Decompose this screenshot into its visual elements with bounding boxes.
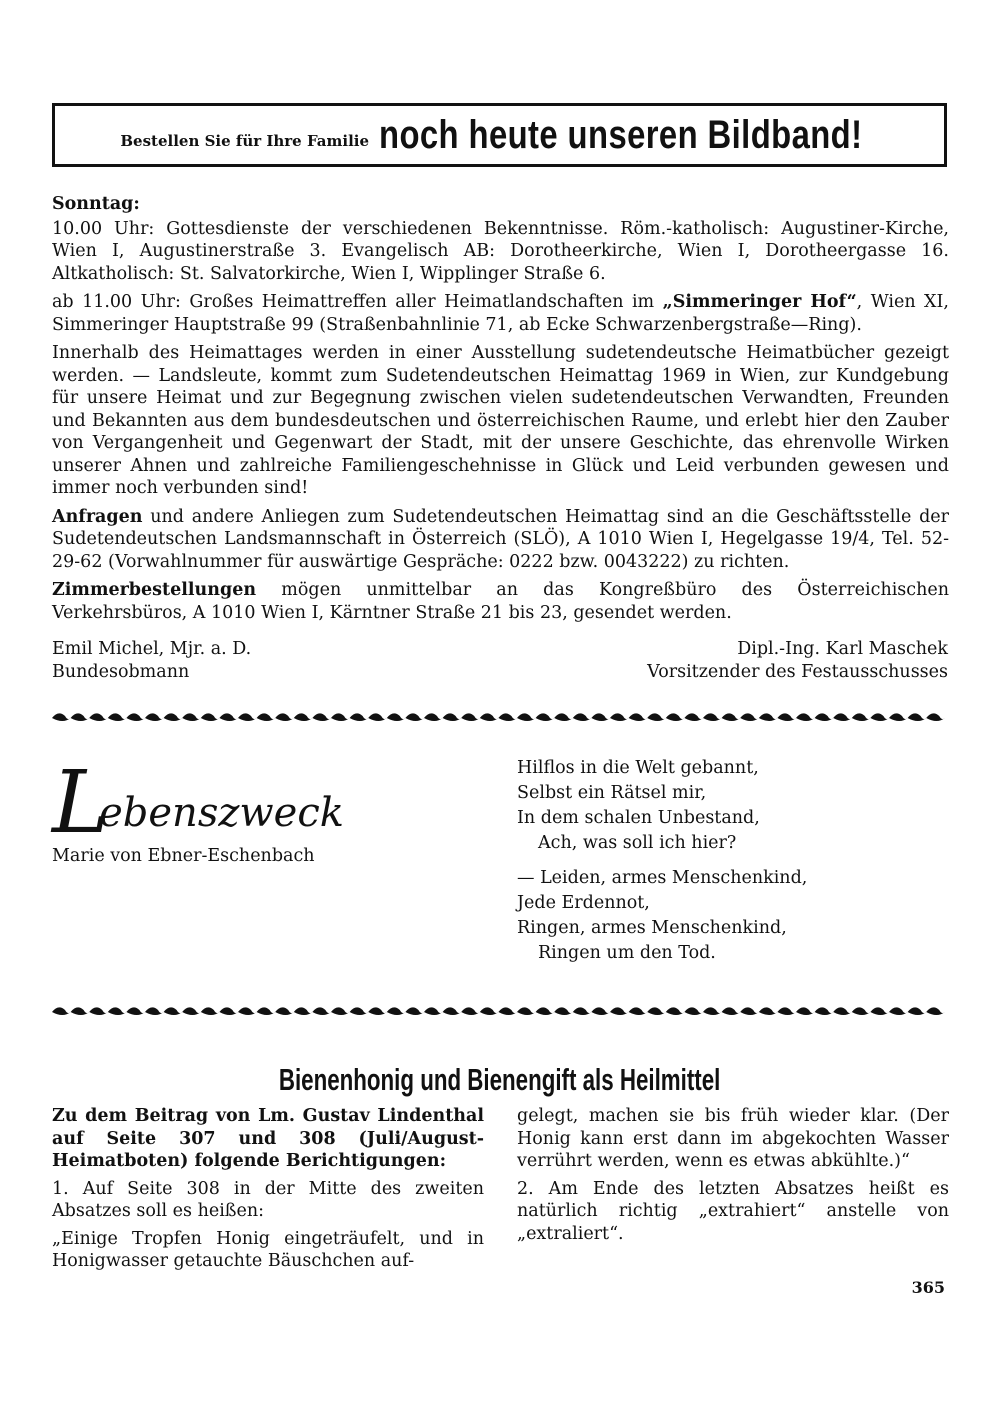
banner-headline: noch heute unseren Bildband!: [379, 112, 863, 157]
program-paragraph-1: 10.00 Uhr: Gottesdienste der verschiedenen Bekenntnisse. Röm.-katholisch: Augustiner-Kirche, Wien I, Augustinerstraße 3. Evangelisch AB: Dorotheerkirche, Wien I, Dorotheergasse 16. Altkatholisch: St. Salvatorkirche, Wien I, Wipplinger Straße 6.: [52, 218, 949, 284]
article-title-text: Bienenhonig und Bienengift als Heilmittel: [279, 1062, 721, 1097]
ornamental-divider-top: [52, 708, 949, 728]
poem-line: — Leiden, armes Menschenkind,: [517, 868, 808, 888]
p2-venue: „Simmeringer Hof“: [662, 292, 857, 312]
ornamental-divider-bottom: [52, 1002, 949, 1022]
poem-line: Ach, was soll ich hier?: [538, 833, 737, 853]
p5-lead: Zimmerbestellungen: [52, 580, 257, 600]
program-paragraph-4: [52, 506, 949, 574]
page-number: 365: [911, 1278, 945, 1297]
poem-line: Jede Erdennot,: [517, 893, 650, 913]
signature-right: [647, 638, 948, 683]
article-right-paragraph-1: gelegt, machen sie bis früh wieder klar. (Der Honig kann erst dann im abgekochten Wasser verrührt werden, wenn es etwas abkühlte.)“: [517, 1106, 949, 1171]
program-heading: Sonntag:: [52, 194, 140, 214]
program-section: [52, 193, 949, 630]
order-banner: [52, 103, 947, 167]
article-title: [0, 1062, 1000, 1098]
article-left-column: [52, 1105, 484, 1278]
article-right-column: [517, 1105, 949, 1250]
poem-author: Marie von Ebner-Eschenbach: [52, 846, 315, 866]
poem-line: Ringen, armes Menschenkind,: [517, 918, 787, 938]
p2-end: , Wien XI, Simmeringer Hauptstraße 99 (Straßenbahnlinie 71, ab Ecke Schwarzenbergstraße—Ring).: [52, 292, 949, 335]
signature-left-name: Emil Michel, Mjr. a. D.: [52, 639, 252, 659]
signature-left: [52, 638, 251, 683]
poem-title: [52, 753, 354, 853]
article-right-paragraph-2: 2. Am Ende des letzten Absatzes heißt es natürlich richtig „extrahiert“ anstelle von „extraliert“.: [517, 1178, 949, 1244]
p5-rest: mögen unmittelbar an das Kongreßbüro des Österreichischen Verkehrsbüros, A 1010 Wien I, Kärntner Straße 21 bis 23, gesendet werden.: [52, 580, 949, 623]
poem-body: [517, 756, 807, 966]
signature-left-role: Bundesobmann: [52, 661, 190, 682]
article-left-paragraph-1: 1. Auf Seite 308 in der Mitte des zweiten Absatzes soll es heißen:: [52, 1178, 484, 1221]
program-paragraph-3: Innerhalb des Heimattages werden in einer Ausstellung sudetendeutsche Heimatbücher gezeigt werden. — Landsleute, kommt zum Sudetendeutschen Heimattag 1969 in Wien, zur Kundgebung für unsere Heimat und zur Begegnung zwischen vielen sudetendeutschen Verwandten, Freunden und Bekannten aus dem bundesdeutschen und österreichischen Raume, und erlebt hier den Zauber von Vergangenheit und Gegenwart der Stadt, mit der unsere Geschichte, das ehrenvolle Wirken unserer Ahnen und zahlreiche Familiengeschehnisse in Glück und Leid verbunden gewesen und immer noch verbunden sind!: [52, 343, 949, 498]
poem-line: Hilflos in die Welt gebannt,: [517, 758, 759, 778]
p4-lead: Anfragen: [52, 506, 143, 527]
poem-title-initial: L: [52, 753, 110, 853]
article-intro: Zu dem Beitrag von Lm. Gustav Lindenthal auf Seite 307 und 308 (Juli/August-Heimatboten) folgende Berichtigungen:: [52, 1106, 484, 1171]
poem-title-rest: ebenszweck: [99, 790, 344, 836]
poem-line: Selbst ein Rätsel mir,: [517, 783, 707, 803]
p2-start: ab 11.00 Uhr: Großes Heimattreffen aller Heimatlandschaften im: [52, 292, 663, 312]
banner-small-text: Bestellen Sie für Ihre Familie: [120, 132, 370, 150]
signature-right-name: Dipl.-Ing. Karl Maschek: [737, 639, 948, 659]
poem-line: Ringen um den Tod.: [538, 943, 716, 963]
program-paragraph-2: [52, 291, 949, 336]
article-left-paragraph-2: „Einige Tropfen Honig eingeträufelt, und in Honigwasser getauchte Bäuschchen auf-: [52, 1228, 484, 1271]
poem-line: In dem schalen Unbestand,: [517, 808, 760, 828]
program-paragraph-5: [52, 579, 949, 624]
signature-right-role: Vorsitzender des Festausschusses: [647, 661, 948, 682]
p4-rest: und andere Anliegen zum Sudetendeutschen Heimattag sind an die Geschäftsstelle der Sudetendeutschen Landsmannschaft in Österreich (SLÖ), A 1010 Wien I, Hegelgasse 19/4, Tel. 52-29-62 (Vorwahlnummer für auswärtige Gespräche: 0222 bzw. 0043222) zu richten.: [52, 506, 949, 572]
